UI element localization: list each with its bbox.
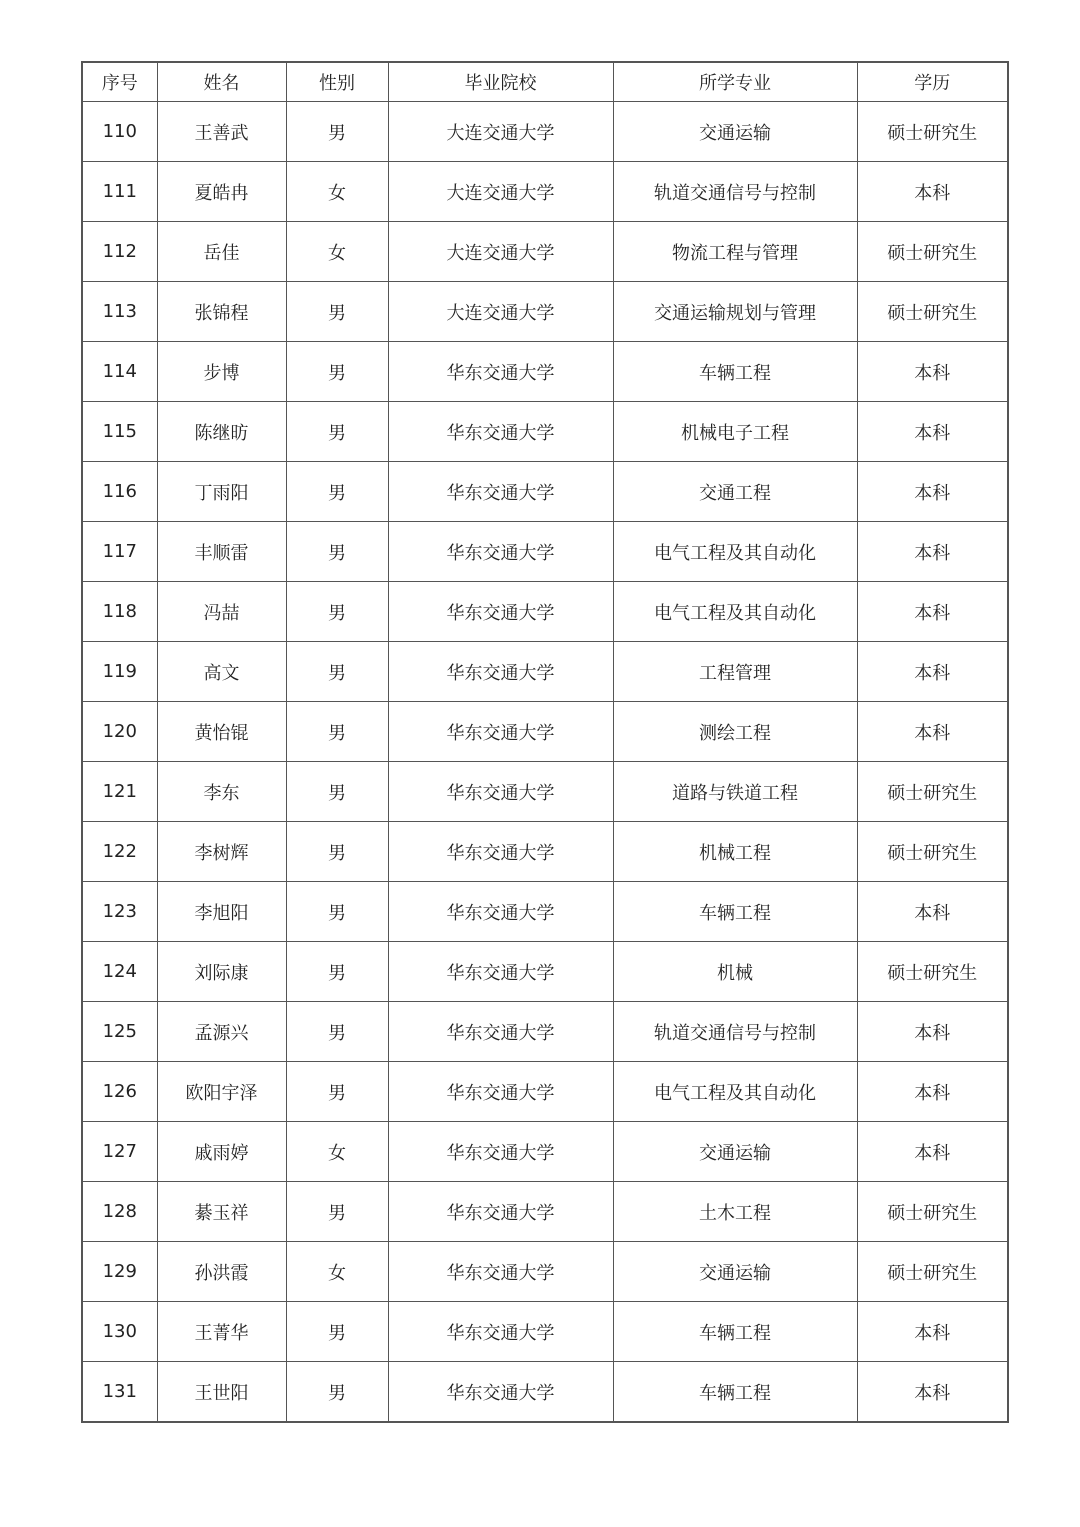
table-body <box>82 102 1008 1423</box>
cell-degree: 硕士研究生 <box>857 942 1008 1002</box>
cell-school: 华东交通大学 <box>388 642 613 702</box>
cell-school: 华东交通大学 <box>388 462 613 522</box>
cell-school: 大连交通大学 <box>388 102 613 162</box>
cell-major: 车辆工程 <box>613 882 857 942</box>
cell-no: 113 <box>82 282 157 342</box>
header-gender: 性别 <box>286 62 388 102</box>
cell-degree: 本科 <box>857 342 1008 402</box>
table-row <box>82 1122 1008 1182</box>
cell-school: 华东交通大学 <box>388 942 613 1002</box>
cell-name: 王善武 <box>157 102 286 162</box>
cell-name: 岳佳 <box>157 222 286 282</box>
cell-gender: 男 <box>286 762 388 822</box>
cell-name: 王世阳 <box>157 1362 286 1423</box>
header-school: 毕业院校 <box>388 62 613 102</box>
cell-gender: 男 <box>286 1002 388 1062</box>
cell-gender: 男 <box>286 522 388 582</box>
table-row <box>82 882 1008 942</box>
cell-degree: 硕士研究生 <box>857 102 1008 162</box>
cell-degree: 本科 <box>857 702 1008 762</box>
cell-school: 华东交通大学 <box>388 522 613 582</box>
cell-gender: 男 <box>286 462 388 522</box>
cell-major: 交通工程 <box>613 462 857 522</box>
cell-no: 116 <box>82 462 157 522</box>
cell-school: 华东交通大学 <box>388 1242 613 1302</box>
cell-school: 华东交通大学 <box>388 402 613 462</box>
cell-no: 127 <box>82 1122 157 1182</box>
roster-table <box>81 61 1009 1423</box>
cell-gender: 男 <box>286 1302 388 1362</box>
cell-degree: 硕士研究生 <box>857 762 1008 822</box>
cell-name: 步博 <box>157 342 286 402</box>
cell-major: 轨道交通信号与控制 <box>613 1002 857 1062</box>
cell-name: 高文 <box>157 642 286 702</box>
cell-major: 电气工程及其自动化 <box>613 522 857 582</box>
cell-no: 129 <box>82 1242 157 1302</box>
cell-degree: 本科 <box>857 642 1008 702</box>
cell-major: 机械电子工程 <box>613 402 857 462</box>
cell-degree: 硕士研究生 <box>857 1182 1008 1242</box>
cell-school: 华东交通大学 <box>388 762 613 822</box>
cell-name: 张锦程 <box>157 282 286 342</box>
cell-degree: 硕士研究生 <box>857 282 1008 342</box>
cell-no: 121 <box>82 762 157 822</box>
cell-name: 李旭阳 <box>157 882 286 942</box>
cell-degree: 本科 <box>857 162 1008 222</box>
cell-gender: 男 <box>286 1182 388 1242</box>
cell-no: 117 <box>82 522 157 582</box>
table-row <box>82 1182 1008 1242</box>
cell-degree: 本科 <box>857 1122 1008 1182</box>
table-row <box>82 1302 1008 1362</box>
cell-gender: 女 <box>286 162 388 222</box>
table-header <box>82 62 1008 102</box>
cell-degree: 硕士研究生 <box>857 222 1008 282</box>
table-row <box>82 102 1008 162</box>
cell-major: 道路与铁道工程 <box>613 762 857 822</box>
cell-name: 戚雨婷 <box>157 1122 286 1182</box>
cell-degree: 本科 <box>857 582 1008 642</box>
cell-degree: 本科 <box>857 462 1008 522</box>
table-row <box>82 1062 1008 1122</box>
cell-school: 华东交通大学 <box>388 1062 613 1122</box>
header-name: 姓名 <box>157 62 286 102</box>
cell-degree: 本科 <box>857 402 1008 462</box>
cell-gender: 男 <box>286 1062 388 1122</box>
cell-gender: 女 <box>286 222 388 282</box>
cell-name: 李东 <box>157 762 286 822</box>
cell-name: 綦玉祥 <box>157 1182 286 1242</box>
cell-name: 欧阳宇泽 <box>157 1062 286 1122</box>
header-no: 序号 <box>82 62 157 102</box>
cell-gender: 男 <box>286 642 388 702</box>
cell-major: 物流工程与管理 <box>613 222 857 282</box>
cell-school: 大连交通大学 <box>388 282 613 342</box>
cell-no: 125 <box>82 1002 157 1062</box>
table-row <box>82 702 1008 762</box>
cell-gender: 女 <box>286 1242 388 1302</box>
cell-name: 夏皓冉 <box>157 162 286 222</box>
cell-gender: 男 <box>286 822 388 882</box>
cell-gender: 男 <box>286 882 388 942</box>
cell-school: 大连交通大学 <box>388 222 613 282</box>
header-major: 所学专业 <box>613 62 857 102</box>
table-row <box>82 582 1008 642</box>
table-row <box>82 642 1008 702</box>
cell-major: 测绘工程 <box>613 702 857 762</box>
cell-degree: 本科 <box>857 1302 1008 1362</box>
cell-major: 车辆工程 <box>613 342 857 402</box>
cell-name: 孟源兴 <box>157 1002 286 1062</box>
table-row <box>82 162 1008 222</box>
cell-school: 华东交通大学 <box>388 1002 613 1062</box>
cell-gender: 男 <box>286 702 388 762</box>
cell-name: 李树辉 <box>157 822 286 882</box>
cell-no: 111 <box>82 162 157 222</box>
cell-degree: 本科 <box>857 522 1008 582</box>
cell-no: 110 <box>82 102 157 162</box>
cell-major: 交通运输 <box>613 102 857 162</box>
cell-school: 华东交通大学 <box>388 1302 613 1362</box>
cell-degree: 本科 <box>857 1062 1008 1122</box>
cell-no: 123 <box>82 882 157 942</box>
cell-name: 黄怡锟 <box>157 702 286 762</box>
cell-school: 华东交通大学 <box>388 1122 613 1182</box>
cell-major: 机械 <box>613 942 857 1002</box>
cell-school: 华东交通大学 <box>388 1362 613 1423</box>
cell-no: 122 <box>82 822 157 882</box>
cell-name: 孙洪霞 <box>157 1242 286 1302</box>
table-row <box>82 1362 1008 1423</box>
cell-school: 大连交通大学 <box>388 162 613 222</box>
cell-name: 刘际康 <box>157 942 286 1002</box>
cell-major: 工程管理 <box>613 642 857 702</box>
cell-gender: 男 <box>286 102 388 162</box>
cell-gender: 男 <box>286 402 388 462</box>
cell-gender: 男 <box>286 1362 388 1423</box>
cell-major: 电气工程及其自动化 <box>613 1062 857 1122</box>
table-row <box>82 942 1008 1002</box>
table-row <box>82 402 1008 462</box>
cell-no: 131 <box>82 1362 157 1423</box>
cell-school: 华东交通大学 <box>388 1182 613 1242</box>
table-row <box>82 282 1008 342</box>
table-row <box>82 1002 1008 1062</box>
table-row <box>82 222 1008 282</box>
table-row <box>82 522 1008 582</box>
cell-no: 130 <box>82 1302 157 1362</box>
cell-gender: 男 <box>286 582 388 642</box>
cell-major: 车辆工程 <box>613 1302 857 1362</box>
cell-degree: 本科 <box>857 882 1008 942</box>
cell-school: 华东交通大学 <box>388 882 613 942</box>
cell-name: 王菁华 <box>157 1302 286 1362</box>
cell-no: 124 <box>82 942 157 1002</box>
cell-no: 119 <box>82 642 157 702</box>
cell-degree: 本科 <box>857 1362 1008 1423</box>
cell-gender: 男 <box>286 942 388 1002</box>
cell-major: 交通运输规划与管理 <box>613 282 857 342</box>
cell-degree: 本科 <box>857 1002 1008 1062</box>
cell-major: 机械工程 <box>613 822 857 882</box>
cell-gender: 男 <box>286 282 388 342</box>
cell-degree: 硕士研究生 <box>857 822 1008 882</box>
header-degree: 学历 <box>857 62 1008 102</box>
cell-school: 华东交通大学 <box>388 702 613 762</box>
table-row <box>82 822 1008 882</box>
cell-name: 陈继昉 <box>157 402 286 462</box>
cell-no: 114 <box>82 342 157 402</box>
cell-major: 轨道交通信号与控制 <box>613 162 857 222</box>
table-row <box>82 1242 1008 1302</box>
table-row <box>82 762 1008 822</box>
cell-degree: 硕士研究生 <box>857 1242 1008 1302</box>
table-row <box>82 342 1008 402</box>
cell-gender: 男 <box>286 342 388 402</box>
cell-major: 交通运输 <box>613 1242 857 1302</box>
cell-major: 电气工程及其自动化 <box>613 582 857 642</box>
cell-no: 126 <box>82 1062 157 1122</box>
header-row <box>82 62 1008 102</box>
cell-major: 交通运输 <box>613 1122 857 1182</box>
cell-school: 华东交通大学 <box>388 342 613 402</box>
cell-no: 118 <box>82 582 157 642</box>
cell-school: 华东交通大学 <box>388 582 613 642</box>
cell-no: 128 <box>82 1182 157 1242</box>
cell-no: 120 <box>82 702 157 762</box>
cell-gender: 女 <box>286 1122 388 1182</box>
cell-major: 土木工程 <box>613 1182 857 1242</box>
table-row <box>82 462 1008 522</box>
cell-no: 112 <box>82 222 157 282</box>
cell-name: 丰顺雷 <box>157 522 286 582</box>
cell-name: 丁雨阳 <box>157 462 286 522</box>
cell-school: 华东交通大学 <box>388 822 613 882</box>
cell-no: 115 <box>82 402 157 462</box>
cell-name: 冯喆 <box>157 582 286 642</box>
cell-major: 车辆工程 <box>613 1362 857 1423</box>
